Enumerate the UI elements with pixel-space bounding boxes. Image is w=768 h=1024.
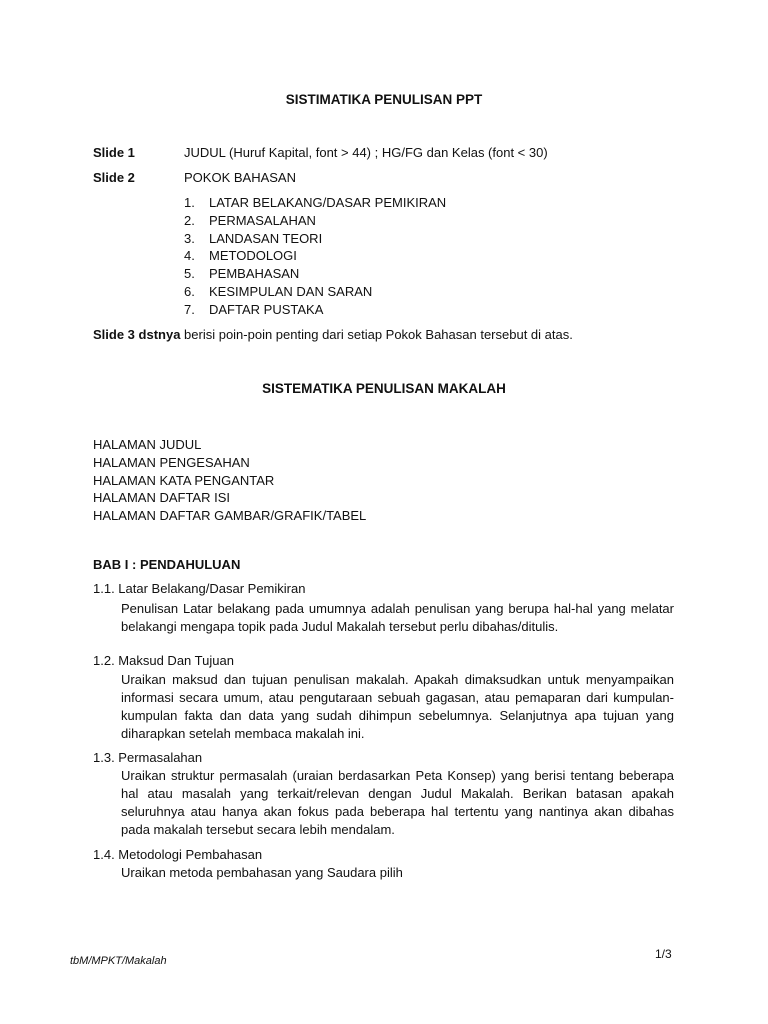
list-item-text: PEMBAHASAN [209,266,300,282]
list-item-text: METODOLOGI [209,248,297,264]
slide1-label: Slide 1 [93,145,135,160]
list-item: HALAMAN PENGESAHAN [93,454,250,470]
list-item [184,265,446,283]
list-item-text: DAFTAR PUSTAKA [209,301,324,317]
slide3-text: berisi poin-poin penting dari setiap Pokok Bahasan tersebut di atas. [180,327,573,342]
list-item-number: 6. [184,283,195,299]
list-item [184,212,446,230]
page-number: 1/3 [655,947,672,961]
slide2-text: POKOK BAHASAN [184,170,296,185]
list-item-number: 1. [184,195,195,210]
list-item [184,247,446,265]
section-body: Uraikan metoda pembahasan yang Saudara pilih [121,865,403,880]
list-item-text: LANDASAN TEORI [209,230,323,246]
list-item [184,230,446,248]
slide1-text: JUDUL (Huruf Kapital, font > 44) ; HG/FG dan Kelas (font < 30) [184,145,548,160]
ppt-title: SISTIMATIKA PENULISAN PPT [285,92,483,107]
list-item-number: 3. [184,230,195,246]
pokok-bahasan-list [184,194,446,319]
list-item: HALAMAN DAFTAR ISI [93,490,231,506]
halaman-list [93,436,366,525]
makalah-title: SISTEMATIKA PENULISAN MAKALAH [262,381,506,396]
section-body: Uraikan struktur permasalah (uraian berdasarkan Peta Konsep) yang berisi tentang beberapa hal atau masalah yang terkait/relevan dengan Judul Makalah. Berikan batasan apakah seluruhnya atau hanya akan fokus pada beberapa hal tertentu yang nantinya akan dibahas pada makalah tersebut secara lebih mendalam. [121,768,674,837]
section-heading: 1.3. Permasalahan [93,750,203,765]
list-item-number: 7. [184,301,195,317]
section-heading: 1.1. Latar Belakang/Dasar Pemikiran [93,581,306,596]
list-item-number: 4. [184,248,195,264]
list-item [184,283,446,301]
slide2-label: Slide 2 [93,170,135,185]
list-item-text: PERMASALAHAN [209,212,316,228]
list-item [184,301,446,319]
slide3-line [93,327,573,342]
section-body: Uraikan maksud dan tujuan penulisan makalah. Apakah dimaksudkan untuk menyampaikan informasi secara umum, atau pengutaraan sebuah gagasan, atau pemaparan dari kumpulan-kumpulan fakta dan data yang sudah dihimpun sebelumnya. Selanjutnya apa tujuan yang diharapkan setelah membaca makalah ini. [121,672,674,741]
bab1-title: BAB I : PENDAHULUAN [93,557,241,572]
section-heading: 1.2. Maksud Dan Tujuan [93,653,234,668]
list-item [184,194,446,212]
list-item-text: LATAR BELAKANG/DASAR PEMIKIRAN [209,195,447,210]
list-item: HALAMAN DAFTAR GAMBAR/GRAFIK/TABEL [93,508,367,524]
section-heading: 1.4. Metodologi Pembahasan [93,847,263,862]
list-item: HALAMAN KATA PENGANTAR [93,472,275,488]
list-item-number: 2. [184,212,195,228]
list-item-number: 5. [184,266,195,282]
footer-label: tbM/MPKT/Makalah [70,955,167,967]
list-item-text: KESIMPULAN DAN SARAN [209,283,373,299]
slide3-label: Slide 3 dstnya [93,327,181,342]
section-body: Penulisan Latar belakang pada umumnya adalah penulisan yang berupa hal-hal yang melatar belakangi mengapa topik pada Judul Makalah tersebut perlu dibahas/ditulis. [121,601,674,634]
list-item: HALAMAN JUDUL [93,437,202,452]
